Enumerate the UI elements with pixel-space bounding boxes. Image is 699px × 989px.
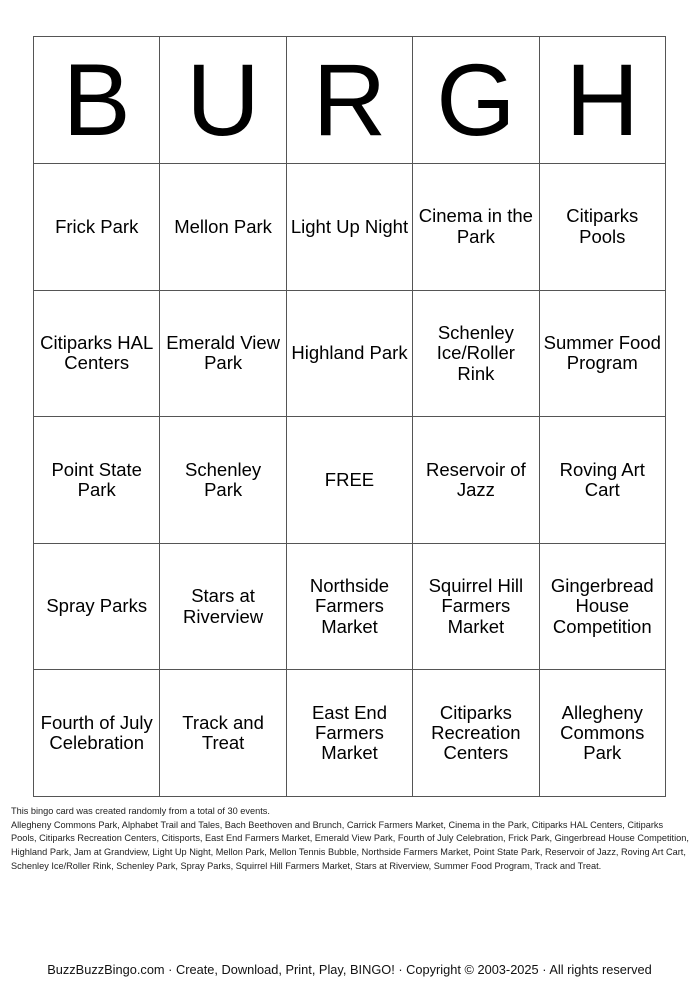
bingo-cell: Frick Park (34, 164, 160, 291)
bingo-cell: Roving Art Cart (539, 417, 665, 544)
card-row-3 (34, 417, 666, 544)
bingo-cell: Summer Food Program (539, 290, 665, 417)
header-letter-h: H (539, 37, 665, 164)
bingo-cell: Light Up Night (286, 164, 412, 291)
bingo-cell: Fourth of July Celebration (34, 670, 160, 797)
bingo-cell: Emerald View Park (160, 290, 286, 417)
bingo-cell: East End Farmers Market (286, 670, 412, 797)
free-space-cell: FREE (286, 417, 412, 544)
bingo-cell: Citiparks HAL Centers (34, 290, 160, 417)
card-footnote (11, 805, 691, 874)
bingo-cell: Gingerbread House Competition (539, 543, 665, 670)
bingo-cell: Point State Park (34, 417, 160, 544)
card-row-4 (34, 543, 666, 670)
bingo-cell: Stars at Riverview (160, 543, 286, 670)
header-letter-b: B (34, 37, 160, 164)
bingo-cell: Northside Farmers Market (286, 543, 412, 670)
site-footer: BuzzBuzzBingo.com · Create, Download, Print, Play, BINGO! · Copyright © 2003-2025 · All rights reserved (47, 962, 652, 977)
bingo-card (33, 36, 666, 797)
bingo-cell: Spray Parks (34, 543, 160, 670)
card-row-2 (34, 290, 666, 417)
header-letter-u: U (160, 37, 286, 164)
bingo-cell: Mellon Park (160, 164, 286, 291)
footnote-event-list: Allegheny Commons Park, Alphabet Trail and Tales, Bach Beethoven and Brunch, Carrick Farmers Market, Cinema in the Park, Citiparks HAL Centers, Citiparks Pools, Citiparks Recreation Centers, Citisports, East End Farmers Market, Emerald View Park, Fourth of July Celebration, Frick Park, Gingerbread House Competition, Highland Park, Jam at Grandview, Light Up Night, Mellon Park, Mellon Tennis Bubble, Northside Farmers Market, Point State Park, Reservoir of Jazz, Roving Art Cart, Schenley Ice/Roller Rink, Schenley Park, Spray Parks, Squirrel Hill Farmers Market, Stars at Riverview, Summer Food Program, Track and Treat. (11, 819, 689, 871)
bingo-cell: Reservoir of Jazz (413, 417, 539, 544)
bingo-cell: Citiparks Pools (539, 164, 665, 291)
footnote-intro: This bingo card was created randomly from a total of 30 events. (11, 806, 270, 816)
bingo-cell: Squirrel Hill Farmers Market (413, 543, 539, 670)
header-row (34, 37, 666, 164)
bingo-cell: Citiparks Recreation Centers (413, 670, 539, 797)
bingo-cell: Highland Park (286, 290, 412, 417)
header-letter-r: R (286, 37, 412, 164)
bingo-cell: Track and Treat (160, 670, 286, 797)
bingo-cell: Schenley Ice/Roller Rink (413, 290, 539, 417)
bingo-cell: Cinema in the Park (413, 164, 539, 291)
bingo-cell: Schenley Park (160, 417, 286, 544)
header-letter-g: G (413, 37, 539, 164)
card-row-1 (34, 164, 666, 291)
bingo-cell: Allegheny Commons Park (539, 670, 665, 797)
card-row-5 (34, 670, 666, 797)
